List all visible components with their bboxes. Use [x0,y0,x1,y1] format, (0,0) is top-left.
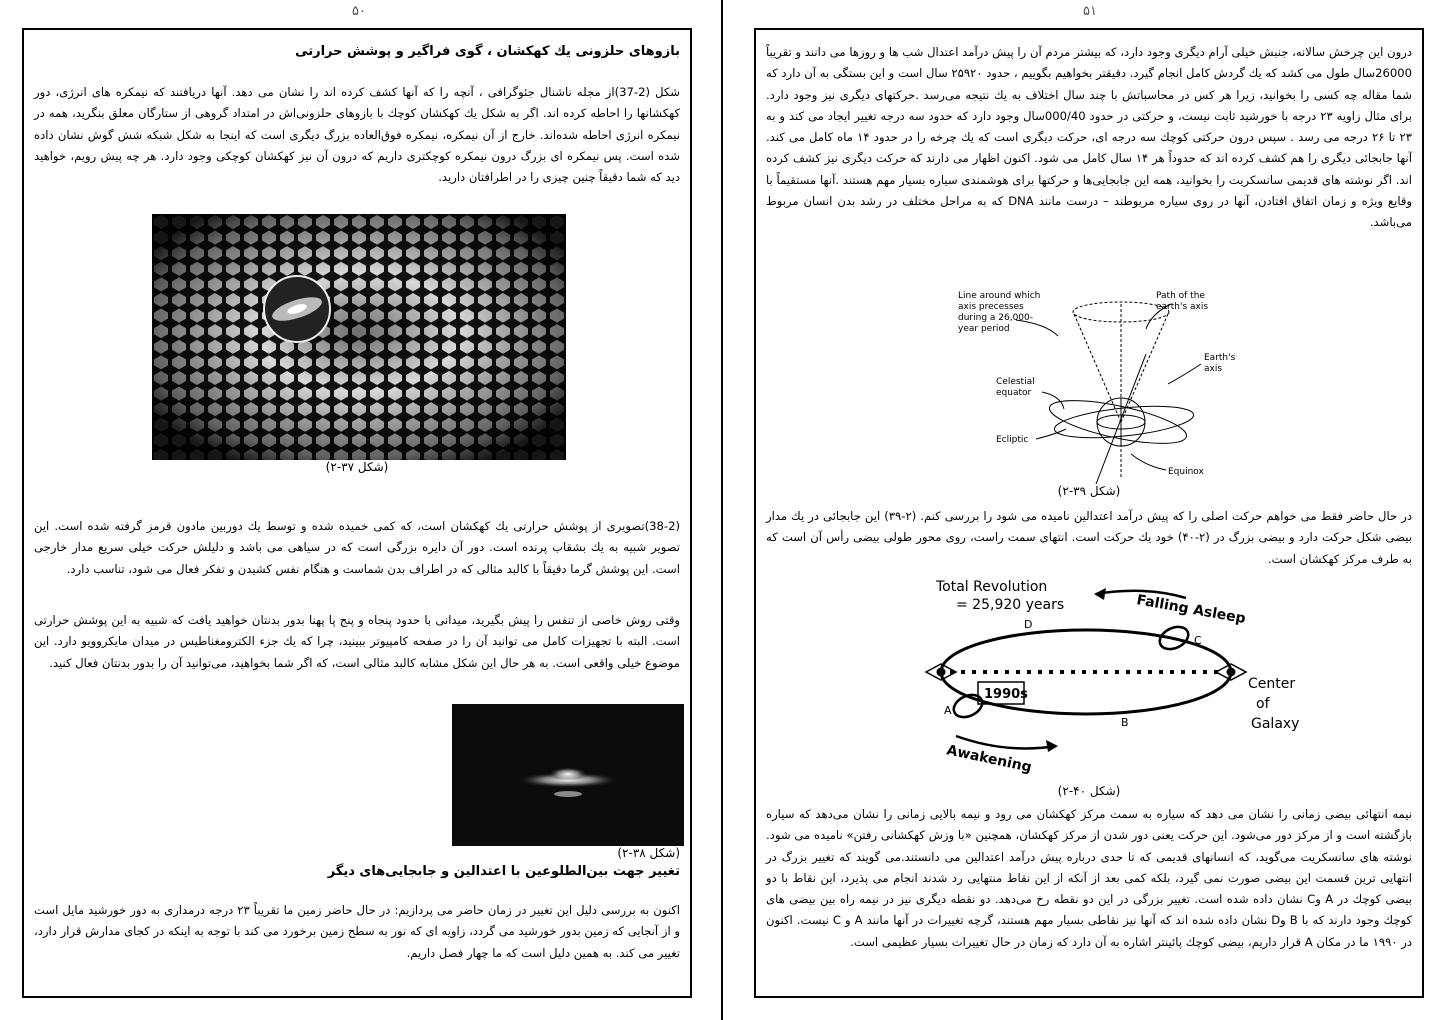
precession-paragraph: در حال حاضر فقط می خواهم حركت اصلی را كه پیش درآمد اعتدالین نامیده می شود را بررسی كنم. (۲-۳۹) این جابجائی در یك مدار بیضی شكل حركت دارد و بیضی بزرگ در (۲-۴۰) خود یك حركت است. انتهای سمت راست، روی محور طولی بیضی رأس آن است كه به طرف مركز كهكشان است. [766,509,1412,566]
figure-39-caption: (شكل ۳۹-۲) [1057,484,1121,498]
fig39-label-path-1: Path of the [1156,291,1205,301]
fig40-center-line2: of [1256,696,1270,712]
figure-38-image [452,704,684,846]
fig40-total-line1: Total Revolution [936,579,1048,595]
fig39-label-line-4: year period [958,324,1010,334]
figure-37-image [152,214,566,460]
fig40-point-b: B [1121,716,1129,729]
fig39-label-line-3: during a 26,000- [958,313,1034,323]
section1-title: بازوهای حلزونی یك كهكشان ، گوی فراگیر و پوشش حرارتی [295,44,680,59]
fig40-center-line1: Center [1248,676,1296,692]
fig40-total-line2: = 25,920 years [956,597,1065,613]
fig40-point-d: D [1024,618,1033,631]
fig40-point-c: C [1194,634,1202,647]
page-divider [721,0,723,1020]
intro-paragraph: درون این چرخش سالانه، جنبش خیلی آرام دیگری وجود دارد، كه بیشتر مردم آن را پیش درآمد اعتدال شب ها و روزها می دانند و تقریباً 26000سال طول می كشد كه یك گردش كامل انجام گیرد. دقیقتر بخواهیم بگوییم ، حدود ۲۵۹۲۰ سال است و این بستگی به آن دارد كه شما مقاله چه كسی را بخوانید، زیرا هر كس در محاسباتش با چند سال اختلاف به یك نتیجه می‌رسد .حركتهای دیگری نیز وجود دارد. برای مثال زاویه ۲۳ درجه با خورشید ثابت نیست، و حركتی در حدود 000/40سال وجود دارد كه حدود سه درجه تغییر ایجاد می كند و به ۲۳ تا ۲۶ درجه می رسد . سپس درون حركتی كوچك سه درجه ای، حركت دیگری است كه یك چرخه را در حدود ۱۴ ماه كامل می كند. آنها جابجائی دیگری را هم كشف كرده اند كه حدوداً هر ۱۴ سال كامل می شود. اكنون اظهار می دارند كه حركت دیگری نیز كشف كرده اند. اگر نوشته های قدیمی سانسكریت را بخوانید، همه این جابجایی‌ها و حركتها برای هوشمندی سیاره بسیار مهم هستند .آنها مستقیماً با وقایع ویژه و زمان اتفاق افتادن، آنها در روی سیاره مربوطند – درست مانند DNA كه به مراحل مختلف در رشد بدن انسان مربوط می‌باشد. [766,45,1413,230]
section2-paragraph: اكنون به بررسی دلیل این تغییر در زمان حاضر می پردازیم: در حال حاضر زمین ما تقریباً ۲۳ درجه درمداری به دور خورشید مایل است و از آنجایی كه زمین بدور خورشید می گردد، زاویه ای كه نور به سطح زمین برخورد می كند با توجه به اینكه در كجای مدارش قرار دارد، تغییر می كند. به همین دلیل است كه ما چهار فصل داریم. [34,903,680,960]
fig40-awakening: Awakening [945,742,1034,776]
fig39-label-path-2: earth's axis [1156,302,1209,312]
section2-title: تغییر جهت بین‌الطلوعین با اعتدالین و جابجایی‌های دیگر [327,864,680,879]
figure-37-caption: (شكل ۳۷-۲) [325,460,389,474]
fig39-label-celestial-2: equator [996,388,1032,398]
figure-40-diagram [906,576,1306,786]
figure-38-caption: (شكل ۳۸-۲) [617,846,680,860]
figure-39-diagram [946,284,1246,484]
fig39-label-axis-1: Earth's [1204,353,1236,363]
fig39-label-axis-2: axis [1204,364,1223,374]
final-paragraph: نیمه انتهائی بیضی زمانی را نشان می دهد كه سیاره به سمت مركز كهكشان می رود و نیمه بالایی زمانی را نشان می‌دهد كه سیاره بازگشته است و از مركز دور می‌شود. این حركت یعنی دور شدن از مركز كهكشان، همچنین «با وزش كهكشانی رفتن» نامیده می شود. نوشته های سانسكریت می‌گوید، كه انسانهای قدیمی كه تا حدی درباره پیش درآمد اعتدالین می دانستند.می گویند كه تغییر بزرگ در انتهایی ترین قسمت این بیضی صورت نمی گیرد، بلكه كمی بعد از آنكه از این نقاط منتهایی رد شدند انجام می پذیرد، این نقاط با دو بیضی كوچك در A وC نشان داده شده است. تغییر بزرگی در این دو نقطه رخ می‌دهد. دو نقطه دیگری نیز در نیمه راه بین بیضی های كوچك وجود دارند كه با B وD نشان داده شده اند كه آنها نیز نقاطی بسیار مهم هستند، گرچه تغییرات در آنها مانند A و C نیست. اكنون در ۱۹۹۰ ما در مكان A قرار داریم، بیضی كوچك پائینتر اشاره به آن دارد كه زمان در حال تغییرات بسیار عظیمی است. [766,807,1412,949]
fig39-label-line-2: axis precesses [958,302,1024,312]
figure-38-description: (38-2)تصویری از پوشش حرارتی یك كهكشان است، كه كمی خمیده شده و توسط یك دوربین مادون قرمز گرفته شده است. این تصویر شبیه به یك بشقاب پرنده است. دور آن دایره بزرگی است كه در سیاهی می باشد و دلیلش حركت خیلی سریع مدار خارجی است. این پوشش گرما دقیقاً با كالبد مثالی كه در اطراف بدن شماست و هنگام نفس كشیدن و تفكر فعال می شود، تناسب دارد. [34,519,680,576]
fig40-falling-asleep: Falling Asleep [1135,592,1247,628]
left-page [22,28,692,998]
fig40-center-line3: Galaxy [1251,716,1300,732]
breathing-paragraph: وقتی روش خاصی از تنفس را پیش بگیرید، میدانی با حدود پنجاه و پنج پا پهنا بدور بدنتان خواهید یافت كه شبیه به این پوشش حرارتی است. البته با تجهیزات كامل می توانید آن را در صفحه كامپیوتر ببینید، چرا كه یك جزء الكترومغناطیس در میدان مایكروویو دارد. این موضوع خیلی واقعی است. به هر حال این شكل مشابه كالبد مثالی است، كه اگر شما بخواهید، می‌توانید آن را بدور بدنتان فعال كنید. [34,613,680,670]
fig39-label-equinox: Equinox [1168,467,1204,477]
right-page [754,28,1424,998]
section1-paragraph: شکل (2-37)از مجله ناشنال جئوگرافی ، آنچه را كه آنها كشف كرده اند را نشان می دهد. آنها دریافتند كه نیمكره های انرژی، دور كهكشانها را احاطه كرده اند. اگر به شكل یك كهكشان كوچك با بازوهای حلزونی‌اش در امتداد گروهی از ستارگان معلق بنگرید، همه در نیمكره انرژی احاطه شده‌اند. خارج از آن نیمكره، نیمكره فوق‌العاده بزرگ دیگری است كه اینجا به شكل شبكه شش گوش نشان داده شده است. پس نیمكره ای بزرگ درون نیمكره كوچكتری داریم كه درون آن نیز كهكشان كوچكی وجود دارد. هر چه پیش رویم، خواهید دید كه شما دقیقاً چنین چیزی را در اطرافتان دارید. [34,85,680,185]
fig40-point-a: A [944,704,952,717]
right-page-number: ۵۱ [1083,4,1097,19]
figure-40-caption: (شكل ۴۰-۲) [1057,784,1121,798]
left-page-number: ۵۰ [352,4,366,19]
fig39-label-line-1: Line around which [958,291,1041,301]
fig39-label-ecliptic: Ecliptic [996,435,1029,445]
fig39-label-celestial-1: Celestial [996,377,1035,387]
fig40-label-1990s: 1990s [984,687,1028,702]
